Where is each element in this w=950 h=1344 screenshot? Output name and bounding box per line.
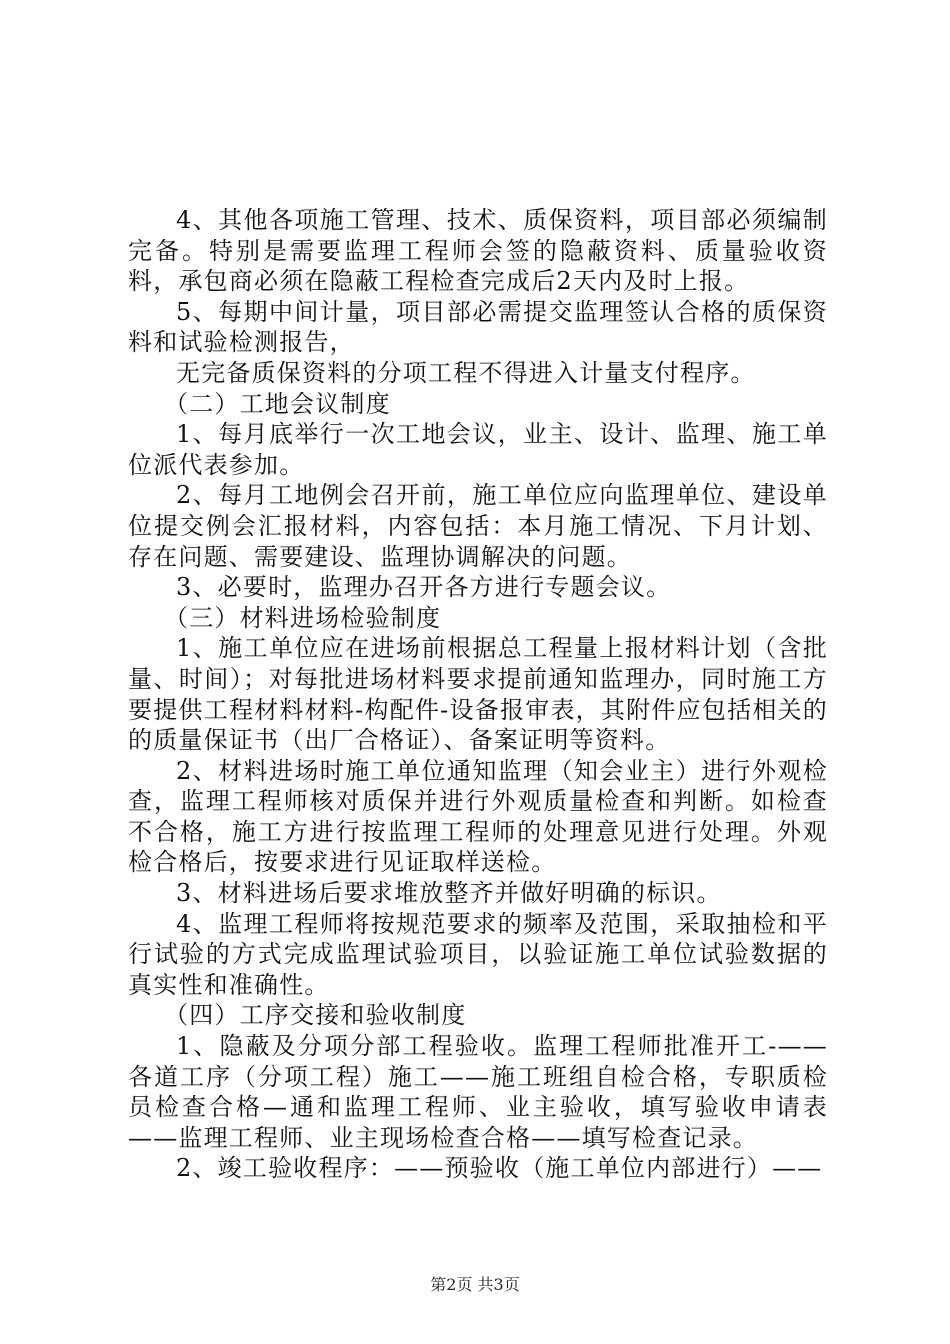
paragraph-material-item-4: 4、监理工程师将按规范要求的频率及范围，采取抽检和平行试验的方式完成监理试验项目，以验证施工单位试验数据的真实性和准确性。 xyxy=(128,909,828,999)
paragraph-material-item-1: 1、施工单位应在进场前根据总工程量上报材料计划（含批量、时间）；对每批进场材料要求提前通知监理办，同时施工方要提供工程材料材料-构配件-设备报审表，其附件应包括相关的的质量保证书（出厂合格证）、备案证明等资料。 xyxy=(128,634,828,755)
paragraph-material-item-2: 2、材料进场时施工单位通知监理（知会业主）进行外观检查，监理工程师核对质保并进行外观质量检查和判断。如检查不合格，施工方进行按监理工程师的处理意见进行处理。外观检合格后，按要求进行见证取样送检。 xyxy=(128,756,828,877)
paragraph-material-item-3: 3、材料进场后要求堆放整齐并做好明确的标识。 xyxy=(176,879,722,908)
document-body xyxy=(128,205,828,1184)
paragraph-acceptance-item-1: 1、隐蔽及分项分部工程验收。监理工程师批准开工-——各道工序（分项工程）施工——施工班组自检合格，专职质检员检查合格—通和监理工程师、业主验收，填写验收申请表——监理工程师、业主现场检查合格——填写检查记录。 xyxy=(128,1032,828,1152)
page-footer xyxy=(0,1272,950,1295)
section-heading-material-inspection: （三）材料进场检验制度 xyxy=(164,603,442,632)
paragraph-item-4-materials: 4、其他各项施工管理、技术、质保资料，项目部必须编制完备。特别是需要监理工程师会签的隐蔽资料、质量验收资料，承包商必须在隐蔽工程检查完成后2天内及时上报。 xyxy=(128,206,828,296)
paragraph-continuation: 无完备质保资料的分项工程不得进入计量支付程序。 xyxy=(176,358,756,387)
paragraph-acceptance-item-2: 2、竣工验收程序：——预验收（施工单位内部进行）—— xyxy=(176,1154,823,1183)
paragraph-item-5-measurement: 5、每期中间计量，项目部必需提交监理签认合格的质保资料和试验检测报告， xyxy=(128,297,828,357)
section-heading-process-acceptance: （四）工序交接和验收制度 xyxy=(164,1001,467,1030)
paragraph-meeting-item-3: 3、必要时，监理办召开各方进行专题会议。 xyxy=(176,573,672,602)
paragraph-meeting-item-2: 2、每月工地例会召开前，施工单位应向监理单位、建设单位提交例会汇报材料，内容包括：本月施工情况、下月计划、存在问题、需要建设、监理协调解决的问题。 xyxy=(128,481,828,571)
page-number-label: 第2页 共3页 xyxy=(430,1275,520,1294)
section-heading-site-meeting: （二）工地会议制度 xyxy=(164,389,391,418)
paragraph-meeting-item-1: 1、每月底举行一次工地会议，业主、设计、监理、施工单位派代表参加。 xyxy=(128,420,828,479)
